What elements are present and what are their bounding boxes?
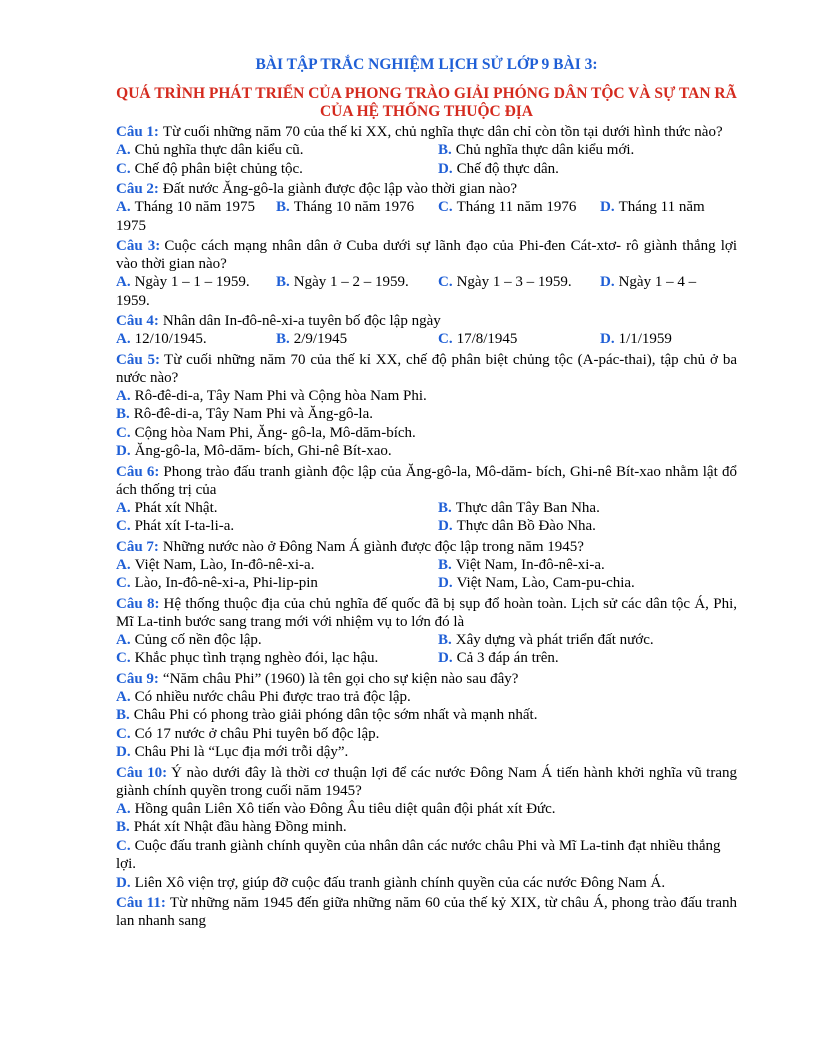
answer-letter: C. bbox=[438, 331, 453, 347]
question-text: Ý nào dưới đây là thời cơ thuận lợi để các nước Đông Nam Á tiến hành khởi nghĩa vũ trang giành chính quyền trong cuối năm 1945? bbox=[116, 764, 737, 799]
question-6 bbox=[116, 463, 737, 536]
answer-row bbox=[116, 818, 737, 837]
answer-option bbox=[116, 424, 416, 443]
answer-text: Có nhiều nước châu Phi được trao trả độc lập. bbox=[134, 688, 411, 705]
answer-letter: A. bbox=[116, 499, 131, 516]
answer-text: Chế độ phân biệt chủng tộc. bbox=[134, 160, 303, 177]
answer-text: Phát xít Nhật đầu hàng Đồng minh. bbox=[133, 819, 347, 835]
answer-option bbox=[116, 387, 427, 406]
question-7 bbox=[116, 538, 737, 593]
answer-row bbox=[116, 405, 737, 424]
answer-letter: A. bbox=[116, 556, 131, 573]
answer-text: Tháng 11 năm 1976 bbox=[456, 199, 577, 215]
answer-row bbox=[116, 574, 737, 593]
answer-option bbox=[276, 198, 438, 217]
answer-text: Củng cố nền độc lập. bbox=[134, 631, 262, 648]
answer-option bbox=[116, 574, 438, 593]
answer-text: Châu Phi là “Lục địa mới trỗi dậy”. bbox=[134, 744, 349, 760]
question-number: Câu 10: bbox=[116, 764, 168, 781]
answer-letter: D. bbox=[600, 199, 615, 215]
question-text: Từ cuối những năm 70 của thế kỉ XX, chủ nghĩa thực dân chỉ còn tồn tại dưới hình thức nào? bbox=[162, 124, 723, 140]
answer-option bbox=[116, 837, 737, 874]
answer-option bbox=[116, 517, 438, 536]
answer-row bbox=[116, 725, 737, 744]
answer-row bbox=[116, 800, 737, 819]
answer-option bbox=[116, 725, 379, 744]
question-text: Phong trào đấu tranh giành độc lập của Ăng-gô-la, Mô-dăm- bích, Ghi-nê Bít-xao nhằm lật đổ ách thống trị của bbox=[116, 463, 737, 498]
question-4 bbox=[116, 312, 737, 349]
answer-text: 17/8/1945 bbox=[456, 331, 518, 347]
question-number: Câu 6: bbox=[116, 463, 160, 480]
answer-option bbox=[600, 330, 672, 349]
answer-letter: D. bbox=[438, 160, 453, 177]
answer-letter: D. bbox=[438, 518, 453, 534]
answer-option bbox=[276, 330, 438, 349]
subtitle-line-1: QUÁ TRÌNH PHÁT TRIỂN CỦA PHONG TRÀO GIẢI PHÓNG DÂN TỘC VÀ SỰ TAN RÃ bbox=[116, 85, 737, 102]
answer-row bbox=[116, 706, 737, 725]
answer-letter: C. bbox=[438, 274, 453, 290]
answer-option bbox=[438, 273, 600, 292]
question-10-stem bbox=[116, 764, 737, 800]
answer-text: Tháng 10 năm 1975 bbox=[134, 199, 255, 215]
answer-text: Cộng hòa Nam Phi, Ăng- gô-la, Mô-dăm-bích. bbox=[134, 424, 416, 441]
answer-letter: C. bbox=[116, 650, 131, 666]
answer-row bbox=[116, 649, 737, 668]
answer-option bbox=[116, 198, 276, 217]
answer-text: Ăng-gô-la, Mô-dăm- bích, Ghi-nê Bít-xao. bbox=[134, 443, 392, 459]
answer-letter: D. bbox=[438, 650, 453, 666]
answer-row bbox=[116, 743, 737, 762]
question-6-stem bbox=[116, 463, 737, 499]
answer-row bbox=[116, 556, 737, 575]
answer-option bbox=[116, 160, 438, 179]
answer-text: Việt Nam, In-đô-nê-xi-a. bbox=[455, 556, 605, 573]
answer-text: Việt Nam, Lào, In-đô-nê-xi-a. bbox=[134, 556, 315, 573]
answer-letter: B. bbox=[116, 707, 130, 723]
question-9-stem bbox=[116, 670, 737, 688]
answer-text: Có 17 nước ở châu Phi tuyên bố độc lập. bbox=[134, 725, 380, 742]
answer-letter: B. bbox=[438, 499, 452, 516]
document-subtitle bbox=[116, 85, 737, 121]
answer-text: Chế độ thực dân. bbox=[456, 160, 559, 177]
answer-letter: A. bbox=[116, 688, 131, 705]
answer-letter: C. bbox=[116, 725, 131, 742]
answer-text: Ngày 1 – 3 – 1959. bbox=[456, 274, 572, 290]
answer-text: Thực dân Tây Ban Nha. bbox=[455, 499, 600, 516]
question-number: Câu 9: bbox=[116, 670, 159, 687]
answer-letter: C. bbox=[116, 837, 131, 854]
answer-text: Xây dựng và phát triển đất nước. bbox=[455, 631, 654, 648]
answer-text: Ngày 1 – 1 – 1959. bbox=[134, 274, 250, 290]
question-number: Câu 5: bbox=[116, 351, 161, 368]
question-8-stem bbox=[116, 595, 737, 631]
answer-letter: B. bbox=[276, 199, 290, 215]
answer-text: Lào, In-đô-nê-xi-a, Phi-lip-pin bbox=[134, 575, 318, 591]
answer-option bbox=[438, 649, 559, 668]
answer-option bbox=[438, 631, 654, 650]
question-3-stem bbox=[116, 237, 737, 273]
question-5-stem bbox=[116, 351, 737, 387]
answer-row bbox=[116, 688, 737, 707]
answer-text: Cả 3 đáp án trên. bbox=[456, 650, 559, 666]
answer-text: Phát xít I-ta-li-a. bbox=[134, 518, 235, 534]
question-5 bbox=[116, 351, 737, 461]
answer-option bbox=[116, 649, 438, 668]
answer-option bbox=[116, 631, 438, 650]
answer-text: Rô-đê-di-a, Tây Nam Phi và Ăng-gô-la. bbox=[133, 406, 374, 422]
answer-letter: D. bbox=[116, 744, 131, 760]
question-text: Từ cuối những năm 70 của thế kỉ XX, chế độ phân biệt chủng tộc (A-pác-thai), tập chủ ở ba nước nào? bbox=[116, 351, 737, 386]
answer-text: Cuộc đấu tranh giành chính quyền của nhân dân các nước châu Phi và Mĩ La-tinh đạt nhiều thắng lợi. bbox=[116, 837, 721, 872]
answer-text: Chủ nghĩa thực dân kiểu mới. bbox=[455, 142, 635, 158]
answer-wrap: 1959. bbox=[116, 292, 150, 309]
answer-row bbox=[116, 330, 737, 349]
answer-row bbox=[116, 631, 737, 650]
question-1 bbox=[116, 123, 737, 178]
answer-letter: D. bbox=[116, 874, 131, 891]
answer-text: Tháng 11 năm bbox=[618, 199, 705, 215]
answer-letter: D. bbox=[438, 575, 453, 591]
answer-letter: D. bbox=[600, 331, 615, 347]
answer-letter: A. bbox=[116, 199, 131, 215]
answer-letter: B. bbox=[116, 406, 130, 422]
answer-option bbox=[438, 499, 600, 518]
answer-option bbox=[438, 198, 600, 217]
question-text: Nhân dân In-đô-nê-xi-a tuyên bố độc lập ngày bbox=[162, 313, 441, 329]
question-2-stem bbox=[116, 180, 737, 198]
answer-letter: A. bbox=[116, 331, 131, 347]
answer-letter: B. bbox=[276, 274, 290, 290]
answer-option bbox=[116, 800, 556, 819]
answer-option bbox=[116, 405, 373, 424]
answer-option bbox=[116, 273, 276, 292]
answer-row bbox=[116, 442, 737, 461]
answer-option bbox=[116, 818, 347, 837]
answer-row bbox=[0, 198, 737, 217]
answer-letter: A. bbox=[116, 631, 131, 648]
answer-option bbox=[116, 743, 348, 762]
answer-row bbox=[116, 424, 737, 443]
question-number: Câu 2: bbox=[116, 181, 159, 197]
answer-option bbox=[438, 141, 634, 160]
question-text: Hệ thống thuộc địa của chủ nghĩa đế quốc đã bị sụp đổ hoàn toàn. Lịch sử các dân tộc Á, Phi, Mĩ La-tinh bước sang trang mới với nhiệm vụ to lớn đó là bbox=[116, 595, 737, 630]
answer-letter: A. bbox=[116, 142, 131, 158]
question-number: Câu 3: bbox=[116, 238, 161, 254]
answer-row bbox=[116, 499, 737, 518]
answer-option bbox=[600, 198, 705, 217]
answer-row bbox=[116, 160, 737, 179]
answer-option bbox=[600, 273, 696, 292]
answer-text: Rô-đê-di-a, Tây Nam Phi và Cộng hòa Nam Phi. bbox=[134, 387, 427, 404]
answer-option bbox=[116, 330, 276, 349]
answer-row bbox=[116, 141, 737, 160]
answer-option bbox=[116, 556, 438, 575]
question-11 bbox=[116, 894, 737, 930]
answer-row bbox=[116, 874, 737, 893]
answer-option bbox=[116, 874, 665, 893]
subtitle-line-2: CỦA HỆ THỐNG THUỘC ĐỊA bbox=[319, 103, 534, 120]
answer-text: 2/9/1945 bbox=[293, 331, 348, 347]
document-title: BÀI TẬP TRẮC NGHIỆM LỊCH SỬ LỚP 9 BÀI 3: bbox=[255, 56, 598, 73]
answer-text: Chủ nghĩa thực dân kiểu cũ. bbox=[134, 142, 304, 158]
answer-text: 1/1/1959 bbox=[618, 331, 672, 347]
answer-letter: B. bbox=[438, 556, 452, 573]
question-number: Câu 11: bbox=[116, 895, 166, 911]
answer-letter: A. bbox=[116, 274, 131, 290]
answer-option bbox=[116, 688, 411, 707]
question-8 bbox=[116, 595, 737, 668]
question-9 bbox=[116, 670, 737, 762]
question-10 bbox=[116, 764, 737, 893]
answer-letter: A. bbox=[116, 387, 131, 404]
question-7-stem bbox=[116, 538, 737, 556]
answer-text: Thực dân Bồ Đào Nha. bbox=[456, 518, 596, 534]
answer-row bbox=[116, 387, 737, 406]
answer-option bbox=[438, 556, 605, 575]
answer-letter: C. bbox=[116, 575, 131, 591]
answer-option bbox=[116, 706, 537, 725]
question-number: Câu 7: bbox=[116, 538, 159, 555]
answer-letter: D. bbox=[116, 443, 131, 459]
question-text: Những nước nào ở Đông Nam Á giành được độc lập trong năm 1945? bbox=[162, 538, 584, 555]
answer-option bbox=[276, 273, 438, 292]
answer-text: Liên Xô viện trợ, giúp đỡ cuộc đấu tranh giành chính quyền của các nước Đông Nam Á. bbox=[134, 874, 666, 891]
answer-letter: C. bbox=[116, 518, 131, 534]
answer-option bbox=[116, 499, 438, 518]
answer-option bbox=[116, 141, 438, 160]
question-2 bbox=[116, 180, 737, 235]
question-text: Đất nước Ăng-gô-la giành được độc lập vào thời gian nào? bbox=[162, 181, 518, 197]
answer-text: Tháng 10 năm 1976 bbox=[293, 199, 415, 215]
question-11-stem bbox=[116, 894, 737, 930]
question-number: Câu 4: bbox=[116, 313, 159, 329]
question-text: “Năm châu Phi” (1960) là tên gọi cho sự kiện nào sau đây? bbox=[162, 670, 519, 687]
question-text: Từ những năm 1945 đến giữa những năm 60 của thế kỷ XIX, từ châu Á, phong trào đấu tranh lan nhanh sang bbox=[116, 895, 737, 929]
answer-letter: B. bbox=[438, 631, 452, 648]
document-page bbox=[116, 55, 737, 932]
answer-letter: C. bbox=[438, 199, 453, 215]
answer-option bbox=[438, 517, 596, 536]
answer-letter: B. bbox=[116, 819, 130, 835]
answer-row bbox=[116, 273, 737, 292]
answer-text: Khắc phục tình trạng nghèo đói, lạc hậu. bbox=[134, 650, 379, 666]
question-number: Câu 1: bbox=[116, 124, 159, 140]
answer-letter: C. bbox=[116, 160, 131, 177]
answer-text: Ngày 1 – 2 – 1959. bbox=[293, 274, 409, 290]
answer-letter: A. bbox=[116, 800, 131, 817]
question-4-stem bbox=[116, 312, 737, 330]
answer-wrap: 1975 bbox=[116, 217, 146, 234]
answer-letter: D. bbox=[600, 274, 615, 290]
answer-text: Ngày 1 – 4 – bbox=[618, 274, 697, 290]
question-text: Cuộc cách mạng nhân dân ở Cuba dưới sự lãnh đạo của Phi-đen Cát-xtơ- rô giành thắng lợi vào thời gian nào? bbox=[116, 238, 737, 272]
answer-text: 12/10/1945. bbox=[134, 331, 207, 347]
question-1-stem bbox=[116, 123, 737, 141]
answer-letter: B. bbox=[438, 142, 452, 158]
answer-text: Hồng quân Liên Xô tiến vào Đông Âu tiêu diệt quân đội phát xít Đức. bbox=[134, 800, 556, 817]
answer-letter: B. bbox=[276, 331, 290, 347]
answer-option bbox=[116, 442, 392, 461]
answer-text: Phát xít Nhật. bbox=[134, 499, 218, 516]
answer-option bbox=[438, 160, 559, 179]
answer-option bbox=[438, 330, 600, 349]
question-number: Câu 8: bbox=[116, 595, 160, 612]
question-3 bbox=[116, 237, 737, 310]
answer-option bbox=[438, 574, 635, 593]
answer-text: Châu Phi có phong trào giải phóng dân tộc sớm nhất và mạnh nhất. bbox=[133, 707, 538, 723]
answer-row bbox=[116, 517, 737, 536]
answer-letter: C. bbox=[116, 424, 131, 441]
answer-text: Việt Nam, Lào, Cam-pu-chia. bbox=[456, 575, 635, 591]
